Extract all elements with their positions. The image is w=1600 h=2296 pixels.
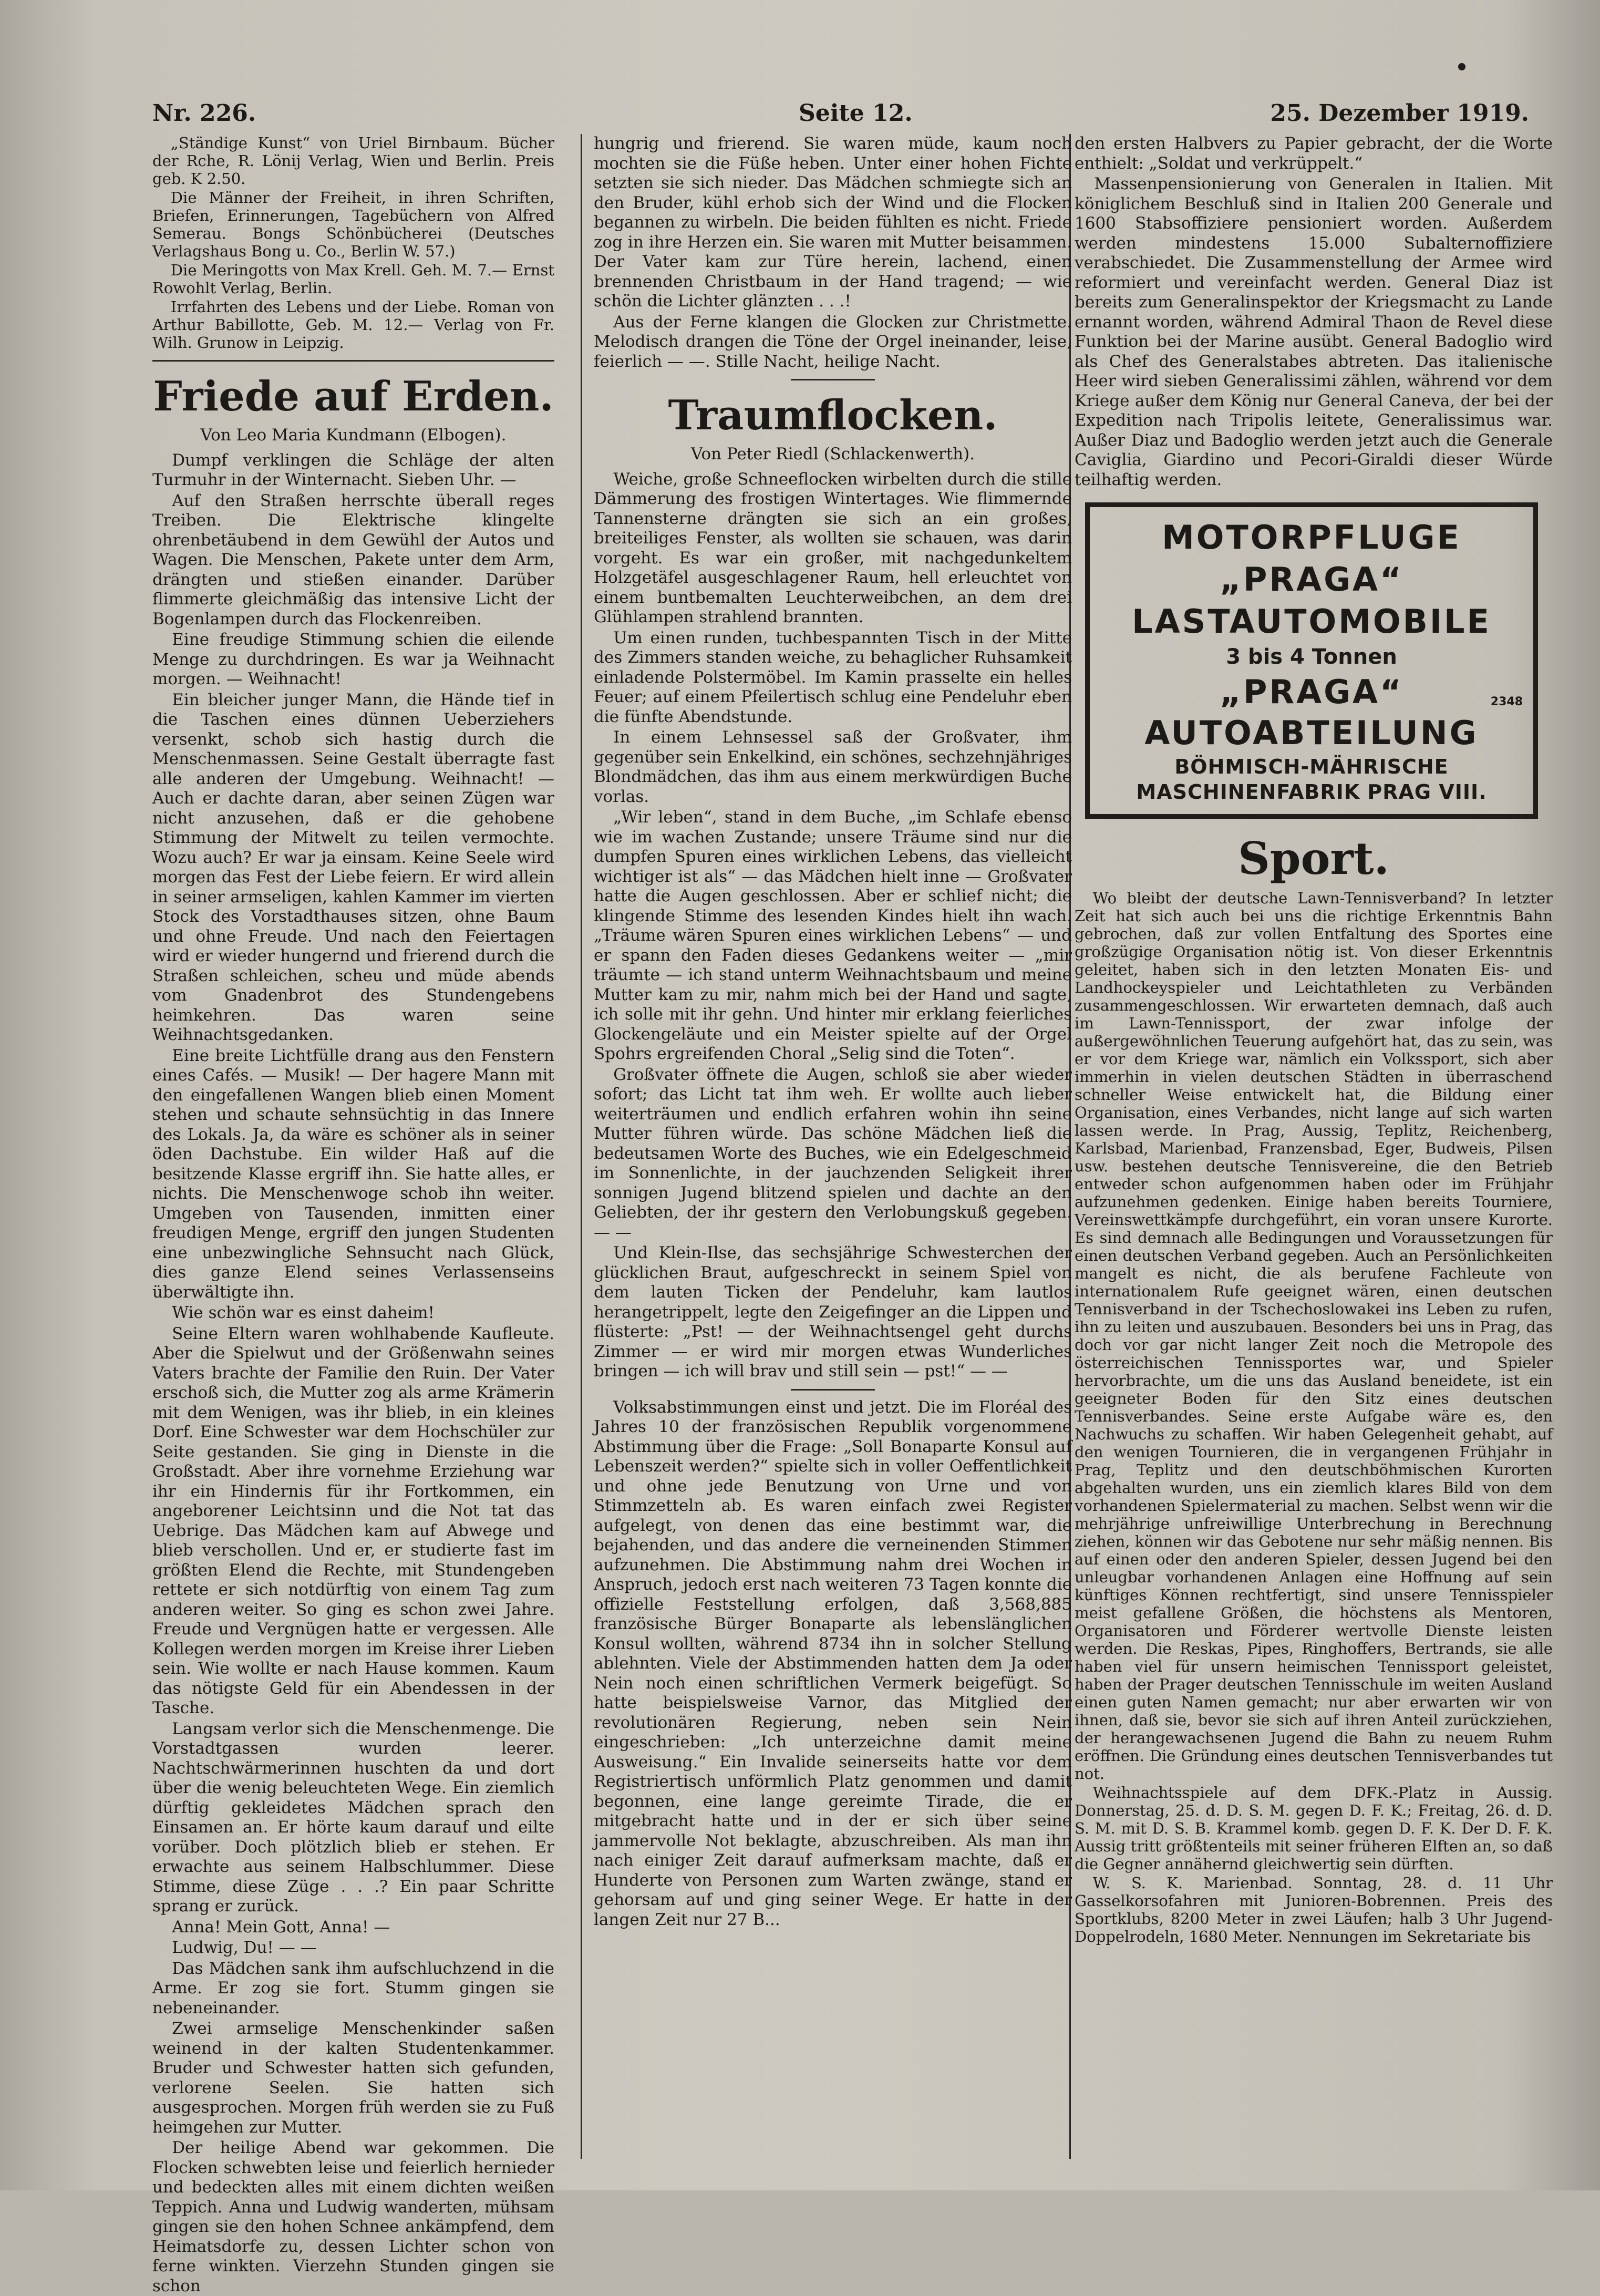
story-paragraph: Wie schön war es einst daheim!: [152, 1303, 554, 1323]
ad-code: 2348: [1096, 692, 1527, 712]
story-byline: Von Peter Riedl (Schlackenwerth).: [594, 445, 1072, 465]
story-paragraph: Dumpf verklingen die Schläge der alten Turmuhr in der Winternacht. Sieben Uhr. —: [152, 451, 554, 490]
book-note: Die Meringotts von Max Krell. Geh. M. 7.— Ernst Rowohlt Verlag, Berlin.: [152, 261, 554, 297]
section-rule: [791, 379, 875, 380]
sport-body: [1075, 889, 1553, 1945]
ad-line: 3 bis 4 Tonnen: [1096, 643, 1527, 671]
story-body: [594, 470, 1072, 1382]
story-paragraph: Eine breite Lichtfülle drang aus den Fenstern eines Cafés. — Musik! — Der hagere Mann mit den eingefallenen Wangen blieb einen Moment stehen und schaute sehnsüchtig in das Innere des Lokals. Ja, da wäre es schöner als in seiner öden Dachstube. Ein wilder Haß auf die besitzende Klasse ergriff ihn. Sie hatte alles, er nichts. Die Menschenwoge schob ihn weiter. Umgeben von Tausenden, inmitten einer freudigen Menge, ergriff den jungen Studenten eine unbezwingliche Sehnsucht nach Glück, dies ganze Elend seines Verlassenseins überwältigte ihn.: [152, 1046, 554, 1303]
story-paragraph: Seine Eltern waren wohlhabende Kaufleute. Aber die Spielwut und der Größenwahn seines Vaters brachte der Familie den Ruin. Der Vater erschoß sich, die Mutter zog als arme Krämerin mit dem Wenigen, was ihr blieb, in ein kleines Dorf. Eine Schwester war dem Hochschüler zur Seite gestanden. Sie ging in Dienste in die Großstadt. Aber ihre vornehme Erziehung war ihr ein Hindernis für ihr Fortkommen, ein angeborener Leichtsinn und die Not tat das Uebrige. Das Mädchen kam auf Abwege und blieb verschollen. Und er, er studierte fast im größten Elend die Rechte, mit Stundengeben rettete er sich notdürftig von einem Tag zum anderen weiter. So ging es schon zwei Jahre. Freude und Vergnügen hatte er vergessen. Alle Kollegen werden morgen im Kreise ihrer Lieben sein. Wie wollte er nach Hause kommen. Kaum das nötigste Geld für ein Abendessen in der Tasche.: [152, 1324, 554, 1718]
story-paragraph: Um einen runden, tuchbespannten Tisch in der Mitte des Zimmers standen weiche, zu behaglicher Ruhsamkeit einladende Polstermöbel. Im Kamin prasselte ein helles Feuer; auf einem Pfeilertisch schlug eine Pendeluhr eben die fünfte Abendstunde.: [594, 629, 1072, 727]
section-rule: [152, 360, 554, 362]
ad-line: AUTOABTEILUNG: [1096, 712, 1527, 754]
column-1: [152, 134, 554, 2159]
story-body: [152, 451, 554, 2296]
praga-advertisement: [1085, 502, 1538, 819]
ad-line: MASCHINENFABRIK PRAG VIII.: [1096, 779, 1527, 805]
story-continuation: Aus der Ferne klangen die Glocken zur Christmette. Melodisch drangen die Töne der Orgel ineinander, leise, feierlich — —. Stille Nacht, heilige Nacht.: [594, 313, 1072, 372]
column-3: [1075, 134, 1553, 2159]
story-paragraph: Das Mädchen sank ihm aufschluchzend in die Arme. Er zog sie fort. Stumm gingen sie nebeneinander.: [152, 1959, 554, 2019]
story-byline: Von Leo Maria Kundmann (Elbogen).: [152, 426, 554, 446]
issue-number: Nr. 226.: [152, 100, 256, 127]
story-paragraph: Zwei armselige Menschenkinder saßen weinend in der kalten Studentenkammer. Bruder und Schwester hatten sich gefunden, verlorene Seelen. Sie hatten sich ausgesprochen. Morgen früh werden sie zu Fuß heimgehen zur Mutter.: [152, 2019, 554, 2137]
column-2: [594, 134, 1072, 2159]
story-continuation: hungrig und frierend. Sie waren müde, kaum noch mochten sie die Füße heben. Unter einer hohen Fichte setzten sie sich nieder. Das Mädchen schmiegte sich an den Bruder, kühl erhob sich der Wind und die Flocken begannen zu wirbeln. Die beiden fühlten es nicht. Friede zog in ihre Herzen ein. Sie waren mit Mutter beisammen. Der Vater kam zur Türe herein, lachend, einen brennenden Christbaum in der Hand tragend; — wie schön die Lichter glänzten . . .!: [594, 134, 1072, 312]
story-paragraph: Großvater öffnete die Augen, schloß sie aber wieder sofort; das Licht tat ihm weh. Er wollte auch lieber weiterträumen und endlich erfahren wohin ihn seine Mutter führen würde. Das schöne Mädchen ließ die bedeutsamen Worte des Buches, wie ein Edelgeschmeid im Sonnenlichte, in der jauchzenden Seligkeit ihrer sonnigen Jugend blitzend spielen und dachte an den Geliebten, der ihr gestern den Verlobungskuß gegeben. — —: [594, 1065, 1072, 1243]
story-paragraph: Der heilige Abend war gekommen. Die Flocken schwebten leise und feierlich hernieder und bedeckten alles mit einem dichten weißen Teppich. Anna und Ludwig wanderten, mühsam gingen sie den hohen Schnee ankämpfend, dem Heimatsdorfe zu, dessen Lichter schon von ferne winkten. Vierzehn Stunden gingen sie schon: [152, 2138, 554, 2296]
story-title: Friede auf Erden.: [152, 374, 554, 419]
story-paragraph: Und Klein-Ilse, das sechsjährige Schwesterchen der glücklichen Braut, aufgeschreckt in seinem Spiel von dem lauten Ticken der Pendeluhr, kam lautlos herangetrippelt, legte den Zeigefinger an die Lippen und flüsterte: „Pst! — der Weihnachtsengel geht durchs Zimmer — er wird mir morgen etwas Wunderliches bringen — ich will brav und still sein — pst!“ — —: [594, 1243, 1072, 1382]
book-notes: [152, 134, 554, 352]
ad-line: „PRAGA“: [1096, 671, 1527, 713]
ad-line: BÖHMISCH-MÄHRISCHE: [1096, 754, 1527, 779]
book-note: „Ständige Kunst“ von Uriel Birnbaum. Bücher der Rche, R. Lönij Verlag, Wien und Berlin. Preis geb. K 2.50.: [152, 134, 554, 188]
page-header: [152, 100, 1529, 131]
book-note: Irrfahrten des Lebens und der Liebe. Roman von Arthur Babillotte, Geb. M. 12.— Verlag von Fr. Wilh. Grunow in Leipzig.: [152, 298, 554, 352]
story-paragraph: Weiche, große Schneeflocken wirbelten durch die stille Dämmerung des frostigen Wintertages. Wie flimmernde Tannensterne drängten sie sich an ein großes, breiteiliges Fenster, als wollten sie schauen, was darin vorgeht. Es war ein großer, mit nachgedunkeltem Holzgetäfel ausgeschlagener Raum, hell erleuchtet von einem buntbemalten Leuchterweibchen, an dem drei Glühlampen strahlend brannten.: [594, 470, 1072, 627]
story-paragraph: „Wir leben“, stand in dem Buche, „im Schlafe ebenso wie im wachen Zustande; unsere Träume sind nur die dumpfen Spuren eines wirklichen Lebens, das vielleicht wichtiger ist als“ — das Mädchen hielt inne — Großvater hatte die Augen geschlossen. Aber er schlief nicht; die klingende Stimme des lesenden Kindes hielt ihn wach. „Träume wären Spuren eines wirklichen Lebens“ — und er spann den Faden dieses Gedankens weiter — „mir träumte — ich stand unterm Weihnachtsbaum und meine Mutter kam zu mir, nahm mich bei der Hand und sagte, ich solle mit ihr gehn. Und hinter mir erklang feierliches Glockengeläute und ein Meister spielte auf der Orgel Spohrs ergreifenden Choral „Selig sind die Toten“.: [594, 808, 1072, 1064]
story-paragraph: In einem Lehnsessel saß der Großvater, ihm gegenüber sein Enkelkind, ein schönes, sechzehnjähriges Blondmädchen, das ihm aus einem merkwürdigen Buche vorlas.: [594, 728, 1072, 807]
article-continuation: den ersten Halbvers zu Papier gebracht, der die Worte enthielt: „Soldat und verkrüppelt.“: [1075, 134, 1553, 173]
story-paragraph: Anna! Mein Gott, Anna! —: [152, 1918, 554, 1938]
page-number: Seite 12.: [799, 100, 913, 127]
history-article: Volksabstimmungen einst und jetzt. Die im Floréal des Jahres 10 der französischen Republik vorgenommene Abstimmung über die Frage: „Soll Bonaparte Konsul auf Lebenszeit werden?“ spielte sich in voller Oeffentlichkeit und ohne jede Benutzung von Urne und von Stimmzetteln ab. Es waren einfach zwei Register aufgelegt, von denen das eine bestimmt war, die bejahenden, und das andere die verneinenden Stimmen aufzunehmen. Die Abstimmung nahm drei Wochen in Anspruch, jedoch erst nach weiteren 73 Tagen konnte die offizielle Feststellung erfolgen, daß 3,568,885 französische Bürger Bonaparte als lebenslänglichen Konsul wollten, während 8734 ihn in solcher Stellung ablehnten. Viele der Abstimmenden hatten dem Ja oder Nein noch einen schriftlichen Vermerk beigefügt. So hatte beispielsweise Varnor, das Mitglied der revolutionären Regierung, neben sein Nein eingeschrieben: „Ich unterzeichne damit meine Ausweisung.“ Ein Invalide seinerseits hatte vor dem Registriertisch unförmlich Platz genommen und damit begonnen, eine lange gereimte Tirade, die er mitgebracht hatte und in der er sich über seine jammervolle Not beklagte, abzuschreiben. Als man ihn nach einiger Zeit darauf aufmerksam machte, daß er Hunderte von Personen zum Warten zwänge, stand er gehorsam auf und ging seiner Wege. Er hatte in der langen Zeit nur 27 B...: [594, 1398, 1072, 1930]
sport-paragraph: Wo bleibt der deutsche Lawn-Tennisverband? In letzter Zeit hat sich auch bei uns die richtige Erkenntnis Bahn gebrochen, daß zur vollen Entfaltung des Sportes eine großzügige Organisation nötig ist. Von dieser Erkenntnis geleitet, haben sich in den letzten Monaten Eis- und Landhockeyspieler und Leichtathleten zu Verbänden zusammengeschlossen. Wir erwarteten demnach, daß auch im Lawn-Tennissport, der zwar infolge der außergewöhnlichen Teuerung aufgehört hat, das zu sein, was er vor dem Kriege war, nämlich ein Volkssport, sich aber immerhin in vielen deutschen Städten in überraschend schneller Weise entwickelt hat, die Bildung einer Organisation, eines Verbandes, nicht lange auf sich warten lassen werde. In Prag, Aussig, Teplitz, Reichenberg, Karlsbad, Marienbad, Franzensbad, Eger, Budweis, Pilsen usw. bestehen deutsche Tennisvereine, die den Betrieb entweder schon aufgenommen haben oder im Frühjahr aufzunehmen gedenken. Einige haben bereits Tourniere, Vereinswettkämpfe durchgeführt, ein voran unsere Kurorte. Es sind demnach alle Bedingungen und Voraussetzungen für einen deutschen Verband gegeben. Auch an Persönlichkeiten mangelt es nicht, die als berufene Fachleute von internationalem Rufe geeignet wären, einen deutschen Tennisverband in der Tschechoslowakei ins Leben zu rufen, ihn zu leiten und auszubauen. Besonders bei uns in Prag, das doch vor gar nicht langer Zeit noch die Metropole des österreichischen Tennissportes war, und Spieler hervorbrachte, um die uns das Ausland beneidete, ist ein geeigneter Boden für den Sitz eines deutschen Tennisverbandes. Seine erste Aufgabe wäre es, den Nachwuchs zu schaffen. Wir haben Gelegenheit gehabt, auf den wenigen Tournieren, die in vergangenen Frühjahr in Prag, Teplitz und den deutschböhmischen Kurorten abgehalten wurden, uns ein ziemlich klares Bild von dem vorhandenen Spielermaterial zu machen. Selbst wenn wir die mehrjährige unfreiwillige Unterbrechung in Berechnung ziehen, können wir das Gebotene nur sehr mäßig nennen. Bis auf einen oder den anderen Spieler, dessen Jugend bei den unleugbar vorhandenen Anlagen eine Hoffnung auf sein künftiges Können rechtfertigt, sind unsere Tennisspieler meist gefallene Größen, die höchstens als Mentoren, Organisatoren und Förderer wertvolle Dienste leisten werden. Die Reskas, Pipes, Ringhoffers, Bertrands, sie alle haben viel für unsern heimischen Tennissport geleistet, haben der Prager deutschen Tennisschule im weiten Ausland einen guten Namen gemacht; nur aber erwarten wir von ihnen, daß sie, bevor sie sich auf ihren Anteil zurückziehen, der herangewachsenen Jugend die Bahn zu neuem Ruhm eröffnen. Die Gründung eines deutschen Tennisverbandes tut not.: [1075, 889, 1553, 1783]
story-paragraph: Eine freudige Stimmung schien die eilende Menge zu durchdringen. Es war ja Weihnacht morgen. — Weihnacht!: [152, 630, 554, 689]
issue-date: 25. Dezember 1919.: [1270, 100, 1529, 127]
ad-line: LASTAUTOMOBILE: [1096, 601, 1527, 643]
book-note: Die Männer der Freiheit, in ihren Schriften, Briefen, Erinnerungen, Tagebüchern von Alfred Semerau. Bongs Schönbücherei (Deutsches Verlagshaus Bong u. Co., Berlin W. 57.): [152, 189, 554, 260]
story-paragraph: Ludwig, Du! — —: [152, 1938, 554, 1958]
generals-article: Massenpensionierung von Generalen in Italien. Mit königlichem Beschluß sind in Italien 200 Generale und 1600 Stabsoffiziere pensioniert worden. Außerdem werden mindestens 15.000 Subalternoffiziere verabschiedet. Die Zusammenstellung der Armee wird reformiert und vereinfacht werden. General Diaz ist bereits zum Generalinspektor der Kriegsmacht zu Lande ernannt worden, während Admiral Thaon de Revel diese Funktion bei der Marine ausübt. General Badoglio wird als Chef des Generalstabes abtreten. Das italienische Heer wird sieben Generalissimi zählen, während vor dem Kriege außer dem König nur General Caneva, der bei der Expedition nach Tripolis leitete, Generalissimus war. Außer Diaz und Badoglio werden jetzt auch die Generale Caviglia, Giardino und Pecori-Giraldi dieser Würde teilhaftig werden.: [1075, 174, 1553, 490]
sport-paragraph: Weihnachtsspiele auf dem DFK.-Platz in Aussig. Donnerstag, 25. d. D. S. M. gegen D. F. K.; Freitag, 26. d. D. S. M. mit D. S. B. Krammel komb. gegen D. F. K. Der D. F. K. Aussig tritt größtenteils mit seiner früheren Elften an, so daß die Gegner annähernd gleichwertig sein dürften.: [1075, 1784, 1553, 1873]
ad-line: „PRAGA“: [1096, 559, 1527, 601]
story-paragraph: Ein bleicher junger Mann, die Hände tief in die Taschen eines dünnen Ueberziehers versenkt, schob sich hastig durch die Menschenmassen. Seine Gestalt überragte fast alle anderen der Umgebung. Weihnacht! — Auch er dachte daran, aber seinen Zügen war nicht anzusehen, daß er die gehobene Stimmung der Mitwelt zu teilen vermochte. Wozu auch? Er war ja einsam. Keine Seele wird morgen das Fest der Liebe feiern. Er wird allein in seiner armseligen, kahlen Kammer im vierten Stock des Vorstadthauses sitzen, ohne Baum und ohne Freude. Und nach den Feiertagen wird er wieder hungernd und frierend durch die Straßen schleichen, scheu und müde abends vom Gnadenbrot des Stundengebens heimkehren. Das waren seine Weihnachtsgedanken.: [152, 691, 554, 1045]
story-paragraph: Auf den Straßen herrschte überall reges Treiben. Die Elektrische klingelte ohrenbetäubend in dem Gewühl der Autos und Wagen. Die Menschen, Pakete unter dem Arm, drängten und stießen einander. Darüber flimmerte gleichmäßig das intensive Licht der Bogenlampen durch das Flockenreiben.: [152, 491, 554, 630]
story-paragraph: Langsam verlor sich die Menschenmenge. Die Vorstadtgassen wurden leerer. Nachtschwärmerinnen huschten da und dort über die wenig beleuchteten Wege. Ein ziemlich dürftig gekleidetes Mädchen sprach den Einsamen an. Er hörte kaum darauf und eilte vorüber. Doch plötzlich blieb er stehen. Er erwachte aus seinem Halbschlummer. Diese Stimme, diese Züge . . .? Ein paar Schritte sprang er zurück.: [152, 1720, 554, 1917]
story-title: Traumflocken.: [594, 393, 1072, 438]
ad-line: MOTORPFLUGE: [1096, 517, 1527, 559]
sport-heading: Sport.: [1075, 835, 1553, 883]
section-rule: [791, 1389, 875, 1391]
sport-paragraph: W. S. K. Marienbad. Sonntag, 28. d. 11 Uhr Gasselkorsofahren mit Junioren-Bobrennen. Preis des Sportklubs, 8200 Meter in zwei Läufen; halb 3 Uhr Jugend-Doppelrodeln, 1680 Meter. Nennungen im Sekretariate bis: [1075, 1874, 1553, 1945]
column-divider: [581, 134, 582, 2159]
ink-spot: [1458, 63, 1465, 70]
